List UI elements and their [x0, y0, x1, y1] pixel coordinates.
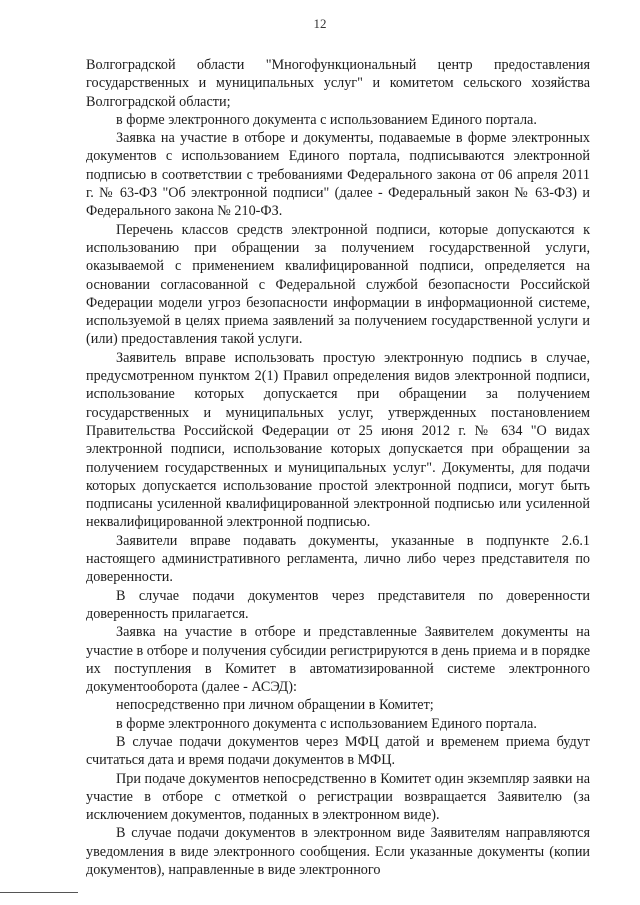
paragraph: Перечень классов средств электронной подписи, которые допускаются к использованию при обращении за получением государственной услуги, оказываемой с применением квалифицированной подписи, определяется на основании согласованной с Федеральной службой безопасности Российской Федерации модели угроз безопасности информации в информационной системе, используемой в целях приема заявлений за получением государственной услуги и (или) предоставления такой услуги. [86, 221, 590, 348]
paragraph: При подаче документов непосредственно в Комитет один экземпляр заявки на участие в отборе с отметкой о регистрации возвращается Заявителю (за исключением документов, поданных в электронном виде). [86, 770, 590, 824]
paragraph: непосредственно при личном обращении в Комитет; [116, 697, 434, 714]
paragraph: Заявители вправе подавать документы, указанные в подпункте 2.6.1 настоящего административного регламента, лично либо через представителя по доверенности. [86, 532, 590, 586]
footer-rule [0, 892, 78, 893]
paragraph: Заявитель вправе использовать простую электронную подпись в случае, предусмотренном пунктом 2(1) Правил определения видов электронной подписи, использование которых допускается при обращении за получением государственных и муниципальных услуг, утвержденных постановлением Правительства Российской Федерации от 25 июня 2012 г. № 634 "О видах электронной подписи, использование которых допускается при обращении за получением государственных и муниципальных услуг". Документы, для подачи которых допускается использование простой электронной подписи, могут быть подписаны усиленной квалифицированной электронной подписью или усиленной неквалифицированной электронной подписью. [86, 349, 590, 531]
paragraph: В случае подачи документов в электронном виде Заявителям направляются уведомления в виде электронного сообщения. Если указанные документы (копии документов), направленные в виде электронного [86, 825, 590, 879]
paragraph: Волгоградской области "Многофункциональный центр предоставления государственных и муниципальных услуг" и комитетом сельского хозяйства Волгоградской области; [86, 57, 590, 110]
paragraph: В случае подачи документов через представителя по доверенности доверенность прилагается. [86, 587, 590, 622]
paragraph: в форме электронного документа с использованием Единого портала. [116, 111, 537, 128]
paragraph: Заявка на участие в отборе и документы, подаваемые в форме электронных документов с использованием Единого портала, подписываются электронной подписью в соответствии с требованиями Федерального закона от 06 апреля 2011 г. № 63-ФЗ "Об электронной подписи" (далее - Федеральный закон № 63-ФЗ) и Федерального закона № 210-ФЗ. [86, 130, 590, 220]
paragraph: в форме электронного документа с использованием Единого портала. [116, 715, 537, 732]
page-number: 12 [313, 16, 327, 31]
paragraph: Заявка на участие в отборе и представленные Заявителем документы на участие в отборе и получения субсидии регистрируются в день приема и в порядке их поступления в Комитет в автоматизированной системе электронного документооборота (далее - АСЭД): [86, 624, 590, 696]
paragraph: В случае подачи документов через МФЦ датой и временем приема будут считаться дата и время подачи документов в МФЦ. [86, 733, 590, 769]
document-body [86, 56, 590, 879]
